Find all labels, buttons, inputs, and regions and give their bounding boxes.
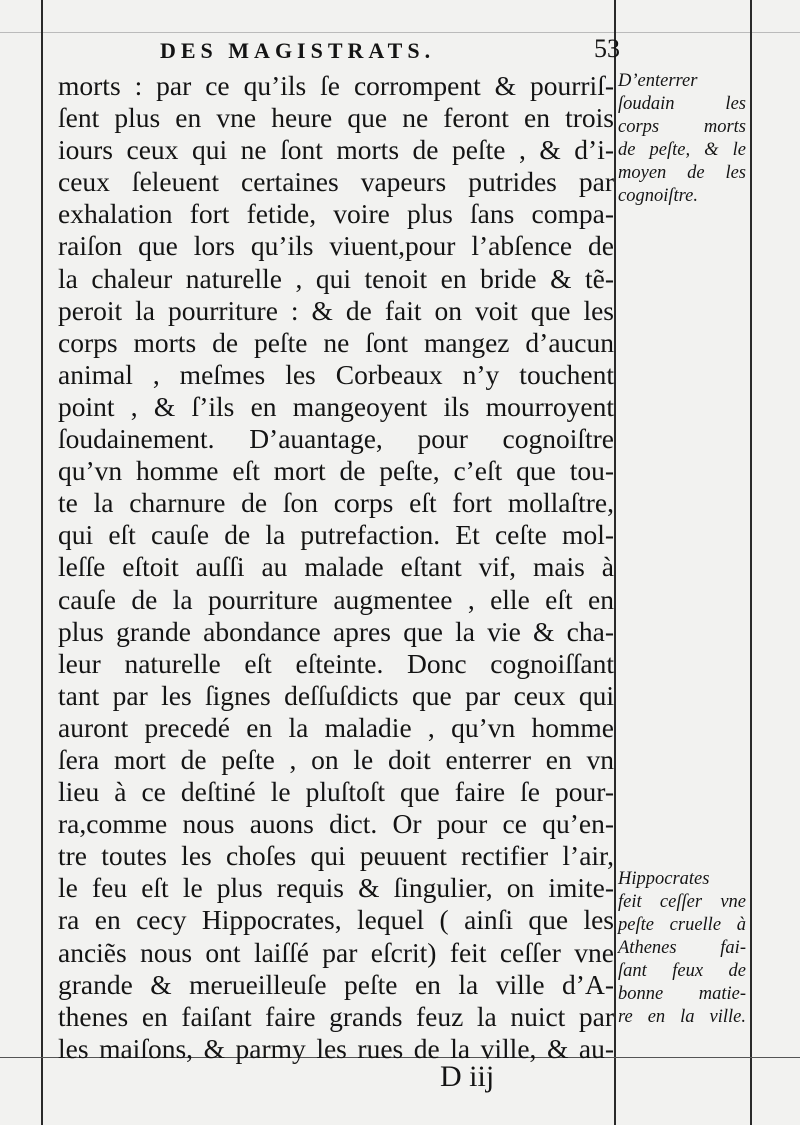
- text-line: le feu eſt le plus requis & ſingulier, on imite-: [58, 872, 614, 904]
- text-line: morts : par ce qu’ils ſe corrompent & pourriſ-: [58, 70, 614, 101]
- text-line: raiſon que lors qu’ils viuent,pour l’abſence de: [58, 230, 614, 262]
- text-line: exhalation fort fetide, voire plus ſans compa-: [58, 198, 614, 230]
- text-line: ſera mort de peſte , on le doit enterrer en vn: [58, 743, 614, 775]
- text-line: tre toutes les choſes qui peuuent rectifier l’air,: [58, 840, 614, 872]
- marginal-note-burial: [618, 70, 746, 208]
- text-line: animal , meſmes les Corbeaux n’y touchent: [58, 358, 614, 390]
- text-line: te la charnure de ſon corps eſt fort mollaſtre,: [58, 487, 614, 519]
- marginal-line: corps morts: [618, 117, 746, 137]
- text-line: thenes en faiſant faire grands feuz la nuict par: [58, 1000, 614, 1032]
- text-line: corps morts de peſte ne ſont mangez d’aucun: [58, 326, 614, 358]
- text-line: point , & ſ’ils en mangeoyent ils mourroyent: [58, 390, 614, 422]
- running-head: DES MAGISTRATS.: [160, 38, 436, 63]
- text-line: ra,comme nous auons dict. Or pour ce qu’en-: [58, 808, 614, 840]
- marginal-line: Athenes fai-: [618, 938, 746, 958]
- text-line: peroit la pourriture : & de fait on voit que les: [58, 294, 614, 326]
- marginal-line: moyen de les: [618, 163, 746, 183]
- text-line: cauſe de la pourriture augmentee , elle eſt en: [58, 583, 614, 615]
- marginal-line: re en la ville.: [618, 1007, 746, 1027]
- text-line: qu’vn homme eſt mort de peſte, c’eſt que tou-: [58, 455, 614, 487]
- right-margin-rule: [750, 0, 752, 1125]
- text-line: leur naturelle eſt eſteinte. Donc cognoiſſant: [58, 647, 614, 679]
- text-line: ceux ſeleuent certaines vapeurs putrides par: [58, 166, 614, 198]
- text-line: lieu à ce deſtiné le pluſtoſt que faire ſe pour-: [58, 776, 614, 808]
- text-line: grande & merueilleuſe peſte en la ville d’A-: [58, 968, 614, 1000]
- text-line: ſoudainement. D’auantage, pour cognoiſtre: [58, 423, 614, 455]
- text-line: ſent plus en vne heure que ne feront en trois: [58, 102, 614, 134]
- marginal-note-hippocrates: [618, 868, 746, 1029]
- marginal-line: D’enterrer: [618, 71, 698, 91]
- main-text-block: [58, 70, 614, 1065]
- text-line: les maiſons, & parmy les rues de la ville, & au-: [58, 1032, 614, 1064]
- marginal-line: de peſte, & le: [618, 140, 746, 160]
- marginal-column-rule: [614, 0, 616, 1125]
- page-header: [120, 34, 620, 68]
- text-line: ra en cecy Hippocrates, lequel ( ainſi que les: [58, 904, 614, 936]
- signature-mark: D iij: [440, 1060, 495, 1093]
- text-line: la chaleur naturelle , qui tenoit en bride & tẽ-: [58, 262, 614, 294]
- text-line: auront precedé en la maladie , qu’vn homme: [58, 711, 614, 743]
- text-line: iours ceux qui ne ſont morts de peſte , & d’i-: [58, 134, 614, 166]
- marginal-line: Hippocrates: [618, 869, 710, 889]
- top-rule: [0, 32, 800, 33]
- text-line: plus grande abondance apres que la vie & cha-: [58, 615, 614, 647]
- text-line: leſſe eſtoit auſſi au malade eſtant vif, mais à: [58, 551, 614, 583]
- left-margin-rule: [41, 0, 43, 1125]
- text-line: anciẽs nous ont laiſſé par eſcrit) feit ceſſer vne: [58, 936, 614, 968]
- text-line: tant par les ſignes deſſuſdicts que par ceux qui: [58, 679, 614, 711]
- marginal-line: ſoudain les: [618, 94, 746, 114]
- marginal-line: bonne matie-: [618, 984, 746, 1004]
- marginal-line: ſant feux de: [618, 961, 746, 981]
- marginal-line: feit ceſſer vne: [618, 892, 746, 912]
- marginal-line: cognoiſtre.: [618, 186, 698, 206]
- page-number: 53: [594, 34, 620, 63]
- marginal-line: peſte cruelle à: [618, 915, 746, 935]
- text-line: qui eſt cauſe de la putrefaction. Et ceſte mol-: [58, 519, 614, 551]
